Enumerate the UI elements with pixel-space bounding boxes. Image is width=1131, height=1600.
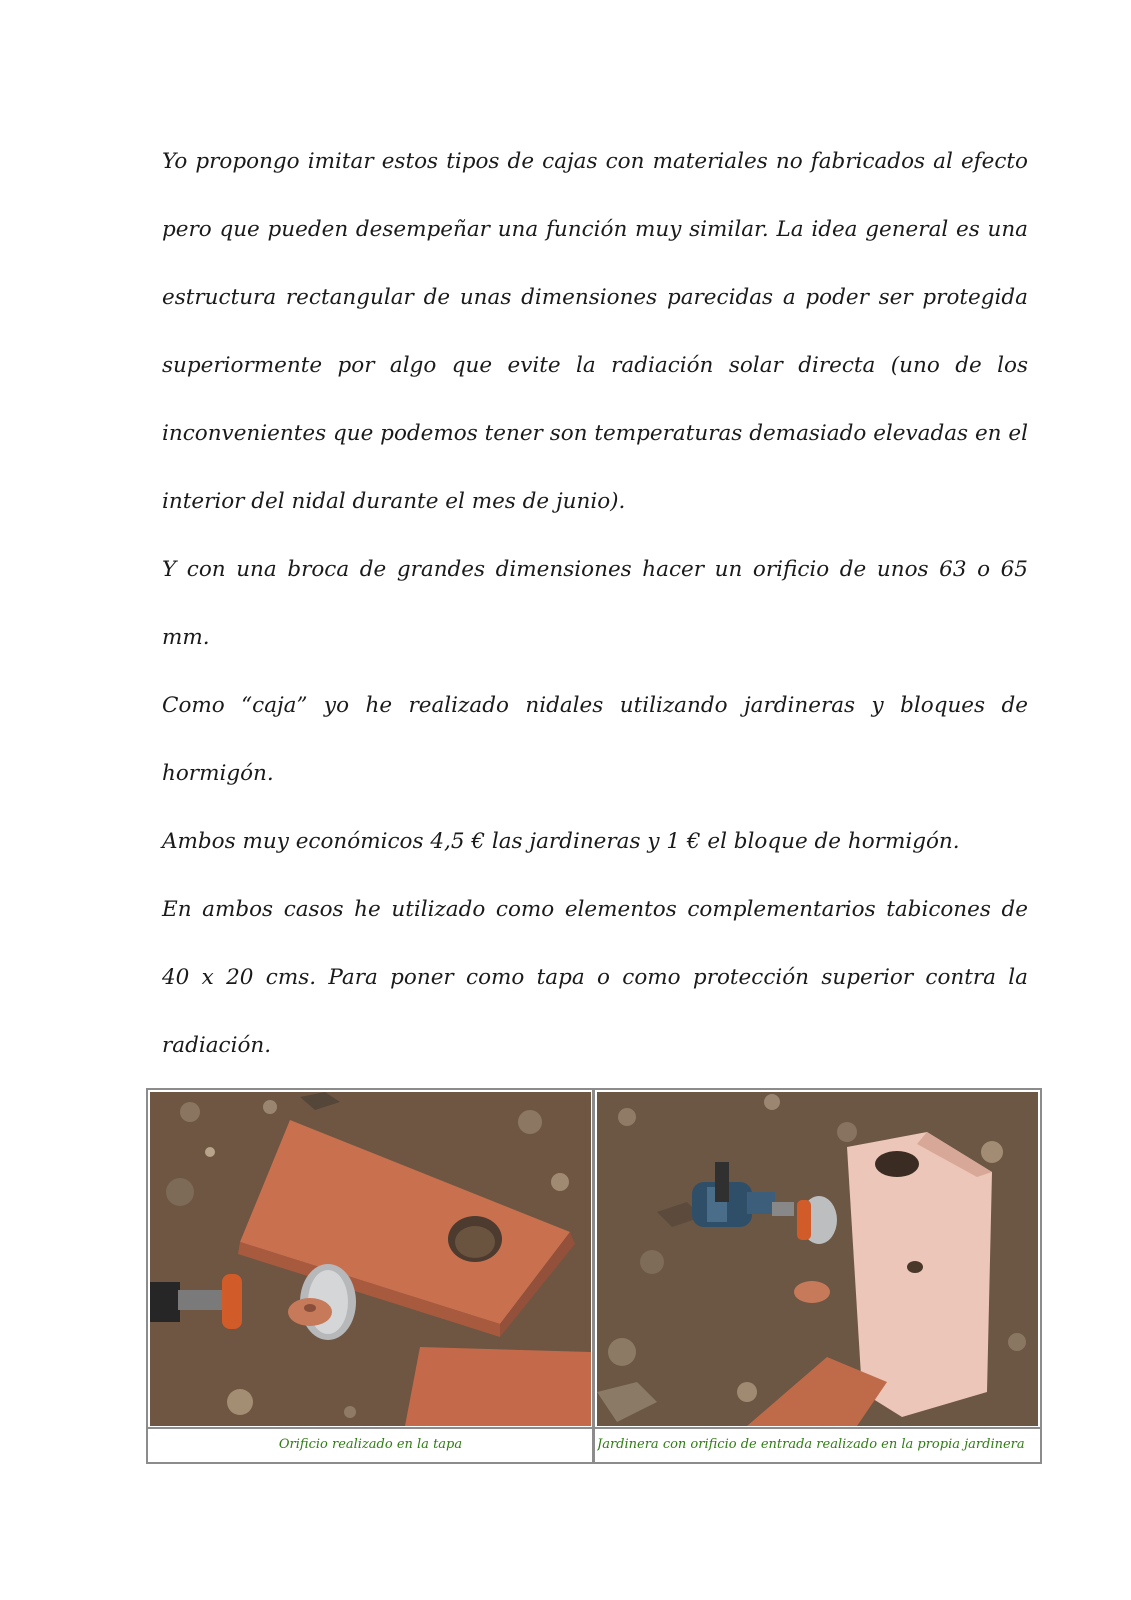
photo-lid-hole	[150, 1092, 591, 1426]
caption-divider	[148, 1427, 1040, 1429]
photo-lid-hole-image	[150, 1092, 591, 1426]
column-divider	[592, 1090, 595, 1462]
paragraph-lid: En ambos casos he utilizado como elementos complementarios tabicones de 40 x 20 cms. Para poner como tapa o como protección superior contra la radiación.	[162, 897, 1028, 1058]
caption-lid-hole: Orificio realizado en la tapa	[278, 1437, 463, 1452]
photo-table	[146, 1088, 1042, 1464]
paragraph-cost: Ambos muy económicos 4,5 € las jardineras y 1 € el bloque de hormigón.	[162, 829, 960, 854]
paragraph-box: Como “caja” yo he realizado nidales utilizando jardineras y bloques de hormigón.	[162, 693, 1028, 786]
paragraph-drill: Y con una broca de grandes dimensiones hacer un orificio de unos 63 o 65 mm.	[162, 557, 1028, 650]
photo-planter-hole	[597, 1092, 1038, 1426]
photo-planter-hole-image	[597, 1092, 1038, 1426]
caption-planter-hole: Jardinera con orificio de entrada realizado en la propia jardinera	[597, 1437, 1025, 1452]
paragraph-intro: Yo propongo imitar estos tipos de cajas con materiales no fabricados al efecto pero que pueden desempeñar una función muy similar. La idea general es una estructura rectangular de unas dimensiones parecidas a poder ser protegida superiormente por algo que evite la radiación solar directa (uno de los inconvenientes que podemos tener son temperaturas demasiado elevadas en el interior del nidal durante el mes de junio).	[162, 149, 1028, 514]
